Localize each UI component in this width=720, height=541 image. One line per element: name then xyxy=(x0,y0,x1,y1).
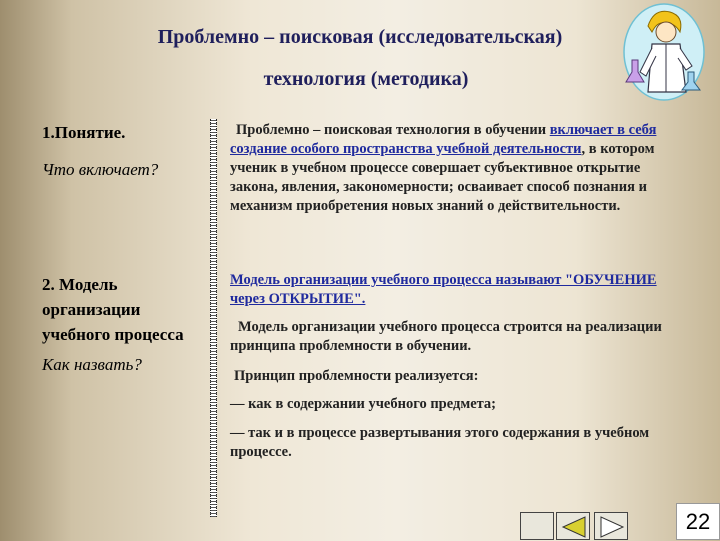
model-paragraph: Модель организации учебного процесса строится на реализации принципа проблемности в обучении. xyxy=(230,319,662,354)
principle-item-2: — так и в процессе развертывания этого содержания в учебном процессе. xyxy=(230,425,650,460)
model-heading-line1: 2. Модель xyxy=(42,275,118,294)
scientist-clipart xyxy=(622,2,706,102)
concept-heading: 1.Понятие. xyxy=(42,123,126,142)
slide-title-line2: технология (методика) xyxy=(263,68,469,90)
next-arrow-icon xyxy=(595,513,629,541)
principle-item-1: — как в содержании учебного предмета; xyxy=(230,396,497,412)
model-heading-line2: организации xyxy=(42,300,141,319)
what-includes-question: Что включает? xyxy=(42,160,159,179)
model-name-link[interactable]: Модель организации учебного процесса называют "ОБУЧЕНИЕ через ОТКРЫТИЕ". xyxy=(230,272,657,307)
vertical-divider xyxy=(210,119,217,517)
principle-heading: Принцип проблемности реализуется: xyxy=(234,368,479,384)
definition-link[interactable]: включает в себя создание особого пространства учебной деятельности xyxy=(230,122,657,157)
definition-end: , в котором ученик в учебном процессе совершает субъективное открытие закона, явления, закономерности; осваивает способ познания и механизм приобретения новых знаний о действительности. xyxy=(230,141,655,214)
how-named-question: Как назвать? xyxy=(42,355,142,374)
model-heading xyxy=(42,272,184,347)
prev-slide-button[interactable] xyxy=(556,512,590,540)
definition-start: Проблемно – поисковая технология в обучении xyxy=(236,122,550,138)
definition-paragraph xyxy=(230,121,678,216)
page-number: 22 xyxy=(676,503,720,540)
next-slide-button[interactable] xyxy=(594,512,628,540)
slide-title-line1: Проблемно – поисковая (исследовательская) xyxy=(157,26,563,48)
blank-nav-button[interactable] xyxy=(520,512,554,540)
prev-arrow-icon xyxy=(557,513,591,541)
model-heading-line3: учебного процесса xyxy=(42,325,184,344)
